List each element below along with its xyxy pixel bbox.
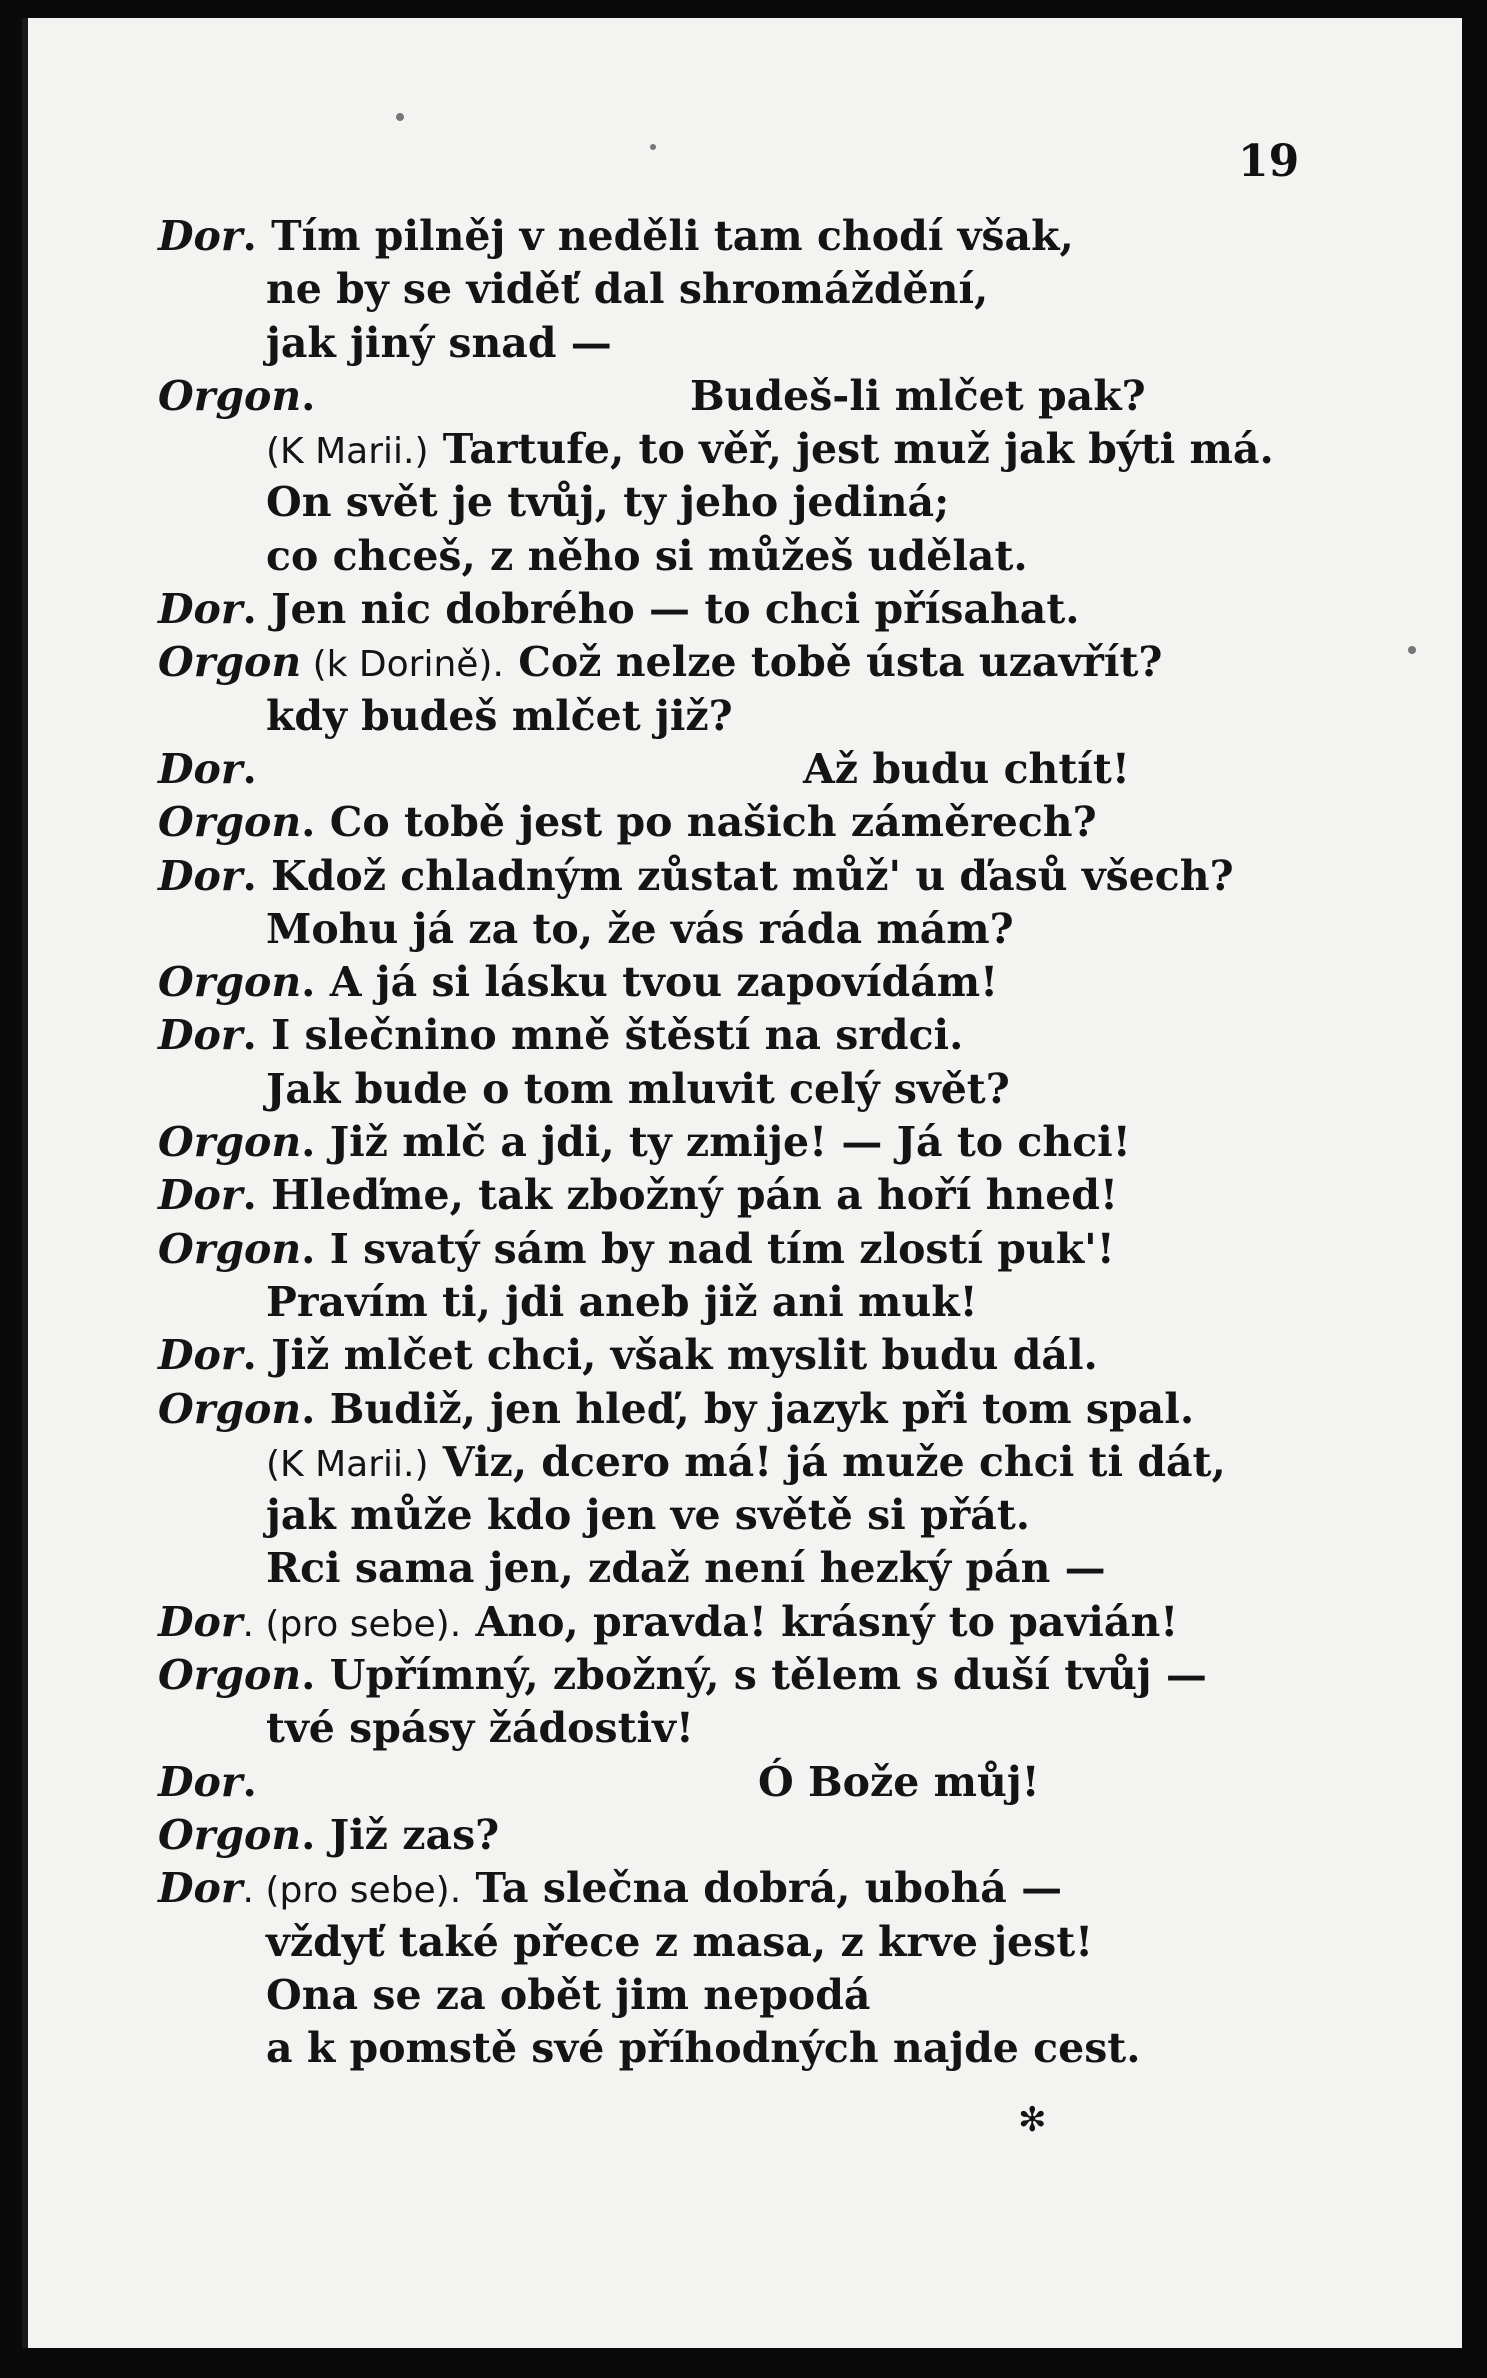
- verse-text-segment: . Co tobě jest po našich záměrech?: [301, 798, 1097, 847]
- speaker-name: Orgon: [158, 1651, 302, 1700]
- speaker-name: Orgon: [158, 371, 302, 420]
- verse-text-segment: Ano, pravda! krásný to pavián!: [461, 1597, 1179, 1646]
- verse-text-segment: Viz, dcero má! já muže chci ti dát,: [428, 1437, 1226, 1486]
- paper-speck: [1408, 646, 1416, 654]
- verse-text-segment: . Hleďme, tak zbožný pán a hoří hned!: [242, 1171, 1118, 1220]
- verse-line: [158, 636, 1448, 689]
- paper-speck: [396, 113, 404, 121]
- speaker-name: Dor: [158, 1757, 243, 1806]
- verse-line: [158, 796, 1448, 849]
- verse-text-segment: On svět je tvůj, ty jeho jediná;: [266, 478, 950, 527]
- end-ornament: ✻: [1018, 2100, 1047, 2140]
- paper-speck: [650, 144, 656, 150]
- verse-text-segment: . Tím pilněj v neděli tam chodí však,: [242, 212, 1074, 260]
- verse-text-segment: .: [301, 371, 316, 420]
- verse-text-segment: . Kdož chladným zůstat můž' u ďasů všech?: [242, 851, 1234, 900]
- verse-line: [158, 1809, 1448, 1862]
- verse-line: [158, 956, 1448, 1009]
- verse-line: [158, 850, 1448, 903]
- speaker-name: Orgon: [158, 638, 302, 687]
- speaker-name: Orgon: [158, 798, 302, 847]
- verse-line: [158, 1383, 1448, 1436]
- verse-text-segment: . A já si lásku tvou zapovídám!: [301, 958, 999, 1007]
- verse-line: [158, 1969, 1448, 2022]
- stage-direction: . (pro sebe).: [242, 1603, 462, 1645]
- verse-text: [158, 210, 1448, 2075]
- verse-text-segment: a k pomstě své příhodných najde cest.: [266, 2024, 1141, 2073]
- verse-text-segment: jak může kdo jen ve světě si přát.: [266, 1491, 1031, 1540]
- verse-line: [158, 1702, 1448, 1755]
- verse-line: [158, 263, 1448, 316]
- verse-text-segment: Ona se za obět jim nepodá: [266, 1970, 871, 2019]
- verse-text-segment: . Budiž, jen hleď, by jazyk při tom spal.: [301, 1384, 1195, 1433]
- verse-text-segment: . Upřímný, zbožný, s tělem s duší tvůj —: [301, 1651, 1207, 1700]
- speaker-name: Dor: [158, 1597, 243, 1646]
- verse-line: [158, 1009, 1448, 1062]
- verse-text-segment: . I slečnino mně štěstí na srdci.: [242, 1011, 964, 1060]
- verse-line: [158, 423, 1448, 476]
- verse-line: [158, 743, 1448, 796]
- verse-line: [158, 1916, 1448, 1969]
- speaker-name: Dor: [158, 1011, 243, 1060]
- speaker-name: Dor: [158, 212, 243, 260]
- speaker-name: Dor: [158, 585, 243, 634]
- verse-text-segment: . Již mlčet chci, však myslit budu dál.: [242, 1331, 1098, 1380]
- verse-text-segment: . Jen nic dobrého — to chci přísahat.: [242, 585, 1080, 634]
- verse-line: [158, 1276, 1448, 1329]
- speaker-name: Orgon: [158, 1384, 302, 1433]
- verse-text-segment: Rci sama jen, zdaž není hezký pán —: [266, 1544, 1106, 1593]
- verse-line: [158, 317, 1448, 370]
- verse-line: [158, 2022, 1448, 2075]
- verse-text-segment: jak jiný snad —: [266, 318, 612, 367]
- verse-text-segment: Což nelze tobě ústa uzavřít?: [503, 638, 1163, 687]
- verse-text-segment: kdy budeš mlčet již?: [266, 691, 733, 740]
- verse-text-continued: Až budu chtít!: [803, 744, 1130, 793]
- verse-text-segment: Tartufe, to věř, jest muž jak býti má.: [428, 425, 1274, 474]
- verse-line: [158, 1489, 1448, 1542]
- verse-text-segment: Ta slečna dobrá, ubohá —: [461, 1864, 1063, 1913]
- verse-text-segment: .: [242, 744, 257, 793]
- verse-text-segment: Mohu já za to, že vás ráda mám?: [266, 904, 1014, 953]
- verse-line: [158, 1649, 1448, 1702]
- stage-direction: (K Marii.): [266, 1443, 429, 1485]
- speaker-name: Dor: [158, 1171, 243, 1220]
- verse-line: [158, 1116, 1448, 1169]
- speaker-name: Dor: [158, 1864, 243, 1913]
- verse-line: [158, 370, 1448, 423]
- stage-direction: . (pro sebe).: [242, 1870, 462, 1912]
- speaker-name: Dor: [158, 744, 243, 793]
- verse-text-segment: tvé spásy žádostiv!: [266, 1704, 694, 1753]
- verse-text-segment: vždyť také přece z masa, z krve jest!: [266, 1917, 1094, 1966]
- speaker-name: Dor: [158, 851, 243, 900]
- verse-line: [158, 1596, 1448, 1649]
- verse-text-continued: Budeš-li mlčet pak?: [690, 371, 1146, 420]
- verse-line: [158, 1169, 1448, 1222]
- verse-line: [158, 1862, 1448, 1915]
- verse-text-segment: Pravím ti, jdi aneb již ani muk!: [266, 1277, 978, 1326]
- speaker-name: Orgon: [158, 1118, 302, 1167]
- verse-line: [158, 1223, 1448, 1276]
- verse-text-segment: Jak bude o tom mluvit celý svět?: [266, 1064, 1010, 1113]
- verse-text-segment: . I svatý sám by nad tím zlostí puk'!: [301, 1224, 1115, 1273]
- speaker-name: Orgon: [158, 1224, 302, 1273]
- verse-line: [158, 903, 1448, 956]
- verse-text-segment: ne by se viděť dal shromáždění,: [266, 265, 989, 314]
- speaker-name: Orgon: [158, 958, 302, 1007]
- verse-line: [158, 530, 1448, 583]
- verse-line: [158, 476, 1448, 529]
- verse-text-continued: Ó Bože můj!: [758, 1757, 1040, 1806]
- stage-direction: (k Dorině).: [301, 644, 504, 686]
- book-page: [22, 18, 1462, 2348]
- verse-line: [158, 1436, 1448, 1489]
- verse-line: [158, 1542, 1448, 1595]
- verse-line: [158, 690, 1448, 743]
- page-number: 19: [1238, 136, 1300, 187]
- verse-text-segment: co chceš, z něho si můžeš udělat.: [266, 531, 1028, 580]
- verse-line: [158, 583, 1448, 636]
- verse-text-segment: . Již zas?: [301, 1810, 500, 1859]
- verse-line: [158, 1329, 1448, 1382]
- verse-line: [158, 1756, 1448, 1809]
- speaker-name: Dor: [158, 1331, 243, 1380]
- speaker-name: Orgon: [158, 1810, 302, 1859]
- verse-line: [158, 1063, 1448, 1116]
- stage-direction: (K Marii.): [266, 431, 429, 473]
- verse-text-segment: .: [242, 1757, 257, 1806]
- verse-line: [158, 210, 1448, 263]
- verse-text-segment: . Již mlč a jdi, ty zmije! — Já to chci!: [301, 1118, 1131, 1167]
